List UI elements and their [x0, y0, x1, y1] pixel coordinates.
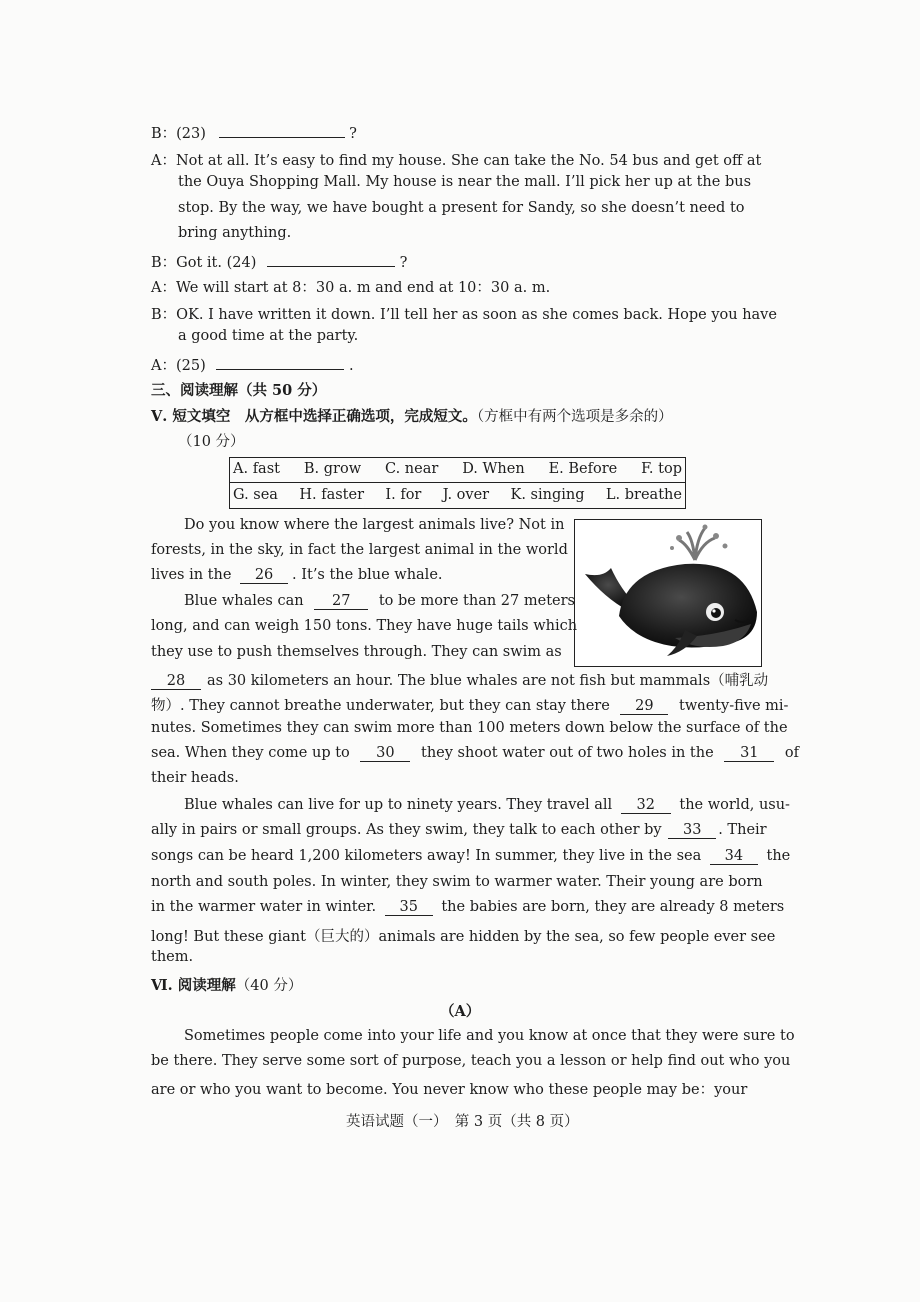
option-h[interactable]: H. faster — [299, 487, 364, 503]
passage-p3-line7: them. — [151, 949, 194, 965]
page-footer: 英语试题（一） 第 3 页（共 8 页） — [346, 1114, 579, 1130]
option-j[interactable]: J. over — [442, 487, 490, 503]
dialogue-a1-line3: stop. By the way, we have bought a present for Sandy, so she doesn’t need to — [178, 200, 745, 216]
passage-p2-line8: their heads. — [151, 770, 239, 786]
option-l[interactable]: L. breathe — [605, 487, 682, 503]
blank-31[interactable]: 31 — [724, 745, 774, 762]
passage-p2-line2: long, and can weigh 150 tons. They have huge tails which — [151, 618, 578, 634]
option-a[interactable]: A. fast — [233, 461, 280, 477]
passage-p2-line7: sea. When they come up to 30 they shoot water out of two holes in the 31 of — [151, 745, 800, 761]
passage-a-line1: Sometimes people come into your life and you know at once that they were sure to — [184, 1028, 795, 1044]
passage-p2-line3: they use to push themselves through. They can swim as — [151, 644, 562, 660]
option-b[interactable]: B. grow — [303, 461, 362, 477]
whale-icon — [575, 520, 761, 666]
option-d[interactable]: D. When — [462, 461, 525, 477]
option-g[interactable]: G. sea — [233, 487, 278, 503]
option-c[interactable]: C. near — [385, 461, 439, 477]
passage-p2-line5: 物）. They cannot breathe underwater, but they can stay there 29 twenty-five mi- — [151, 698, 789, 714]
passage-a-line2: be there. They serve some sort of purpose, teach you a lesson or help find out who you — [151, 1053, 791, 1069]
whale-image — [574, 519, 762, 667]
dialogue-a2: A：We will start at 8：30 a. m and end at 10：30 a. m. — [151, 280, 551, 296]
dialogue-b24: B：Got it. (24) ? — [151, 251, 407, 272]
section-5-heading: Ⅴ. 短文填空 从方框中选择正确选项，完成短文。（方框中有两个选项是多余的） — [151, 408, 673, 425]
dialogue-a1-line4: bring anything. — [178, 225, 292, 241]
passage-a-line3: are or who you want to become. You never know who these people may be：your — [151, 1082, 748, 1098]
passage-p3-line3: songs can be heard 1,200 kilometers away! In summer, they live in the sea 34 the — [151, 848, 791, 864]
blank-35[interactable]: 35 — [385, 899, 433, 916]
passage-a-heading: （A） — [440, 1003, 481, 1020]
passage-p2-line1: Blue whales can 27 to be more than 27 meters — [184, 593, 575, 609]
dialogue-b2-line2: a good time at the party. — [178, 328, 359, 344]
options-divider — [230, 482, 685, 483]
dialogue-b23: B：(23) ? — [151, 122, 357, 143]
blank-28[interactable]: 28 — [151, 673, 201, 690]
blank-27[interactable]: 27 — [314, 593, 368, 610]
dialogue-a1-line1: A：Not at all. It’s easy to find my house. She can take the No. 54 bus and get off at — [151, 153, 762, 169]
section-6-heading: Ⅵ. 阅读理解（40 分） — [151, 977, 303, 994]
section-3-heading: 三、阅读理解（共 50 分） — [151, 382, 327, 399]
blank-30[interactable]: 30 — [360, 745, 410, 762]
section-5-points: （10 分） — [178, 434, 245, 450]
options-row-2 — [233, 487, 682, 503]
dialogue-a1-line2: the Ouya Shopping Mall. My house is near the mall. I’ll pick her up at the bus — [178, 174, 752, 190]
options-row-1 — [233, 461, 682, 477]
passage-p3-line6: long! But these giant（巨大的）animals are hidden by the sea, so few people ever see — [151, 929, 776, 945]
blank-32[interactable]: 32 — [621, 797, 671, 814]
dialogue-a25: A：(25) . — [151, 354, 354, 375]
answer-blank-25[interactable] — [216, 355, 344, 370]
passage-p3-line1: Blue whales can live for up to ninety years. They travel all 32 the world, usu- — [184, 797, 790, 813]
passage-p1-line3: lives in the 26 . It’s the blue whale. — [151, 567, 443, 583]
blank-29[interactable]: 29 — [620, 698, 668, 715]
dialogue-b2-line1: B：OK. I have written it down. I’ll tell her as soon as she comes back. Hope you have — [151, 307, 777, 323]
passage-p3-line5: in the warmer water in winter. 35 the babies are born, they are already 8 meters — [151, 899, 785, 915]
blank-34[interactable]: 34 — [710, 848, 758, 865]
passage-p2-line6: nutes. Sometimes they can swim more than 100 meters down below the surface of the — [151, 720, 788, 736]
answer-blank-23[interactable] — [219, 123, 345, 138]
option-f[interactable]: F. top — [641, 461, 682, 477]
answer-blank-24[interactable] — [267, 252, 395, 267]
passage-p1-line2: forests, in the sky, in fact the largest animal in the world — [151, 542, 568, 558]
option-e[interactable]: E. Before — [548, 461, 618, 477]
option-k[interactable]: K. singing — [510, 487, 585, 503]
passage-p2-line4: 28 as 30 kilometers an hour. The blue whales are not fish but mammals（哺乳动 — [151, 669, 768, 690]
passage-p3-line2: ally in pairs or small groups. As they swim, they talk to each other by 33 . Their — [151, 822, 767, 838]
blank-33[interactable]: 33 — [668, 822, 716, 839]
options-box — [229, 457, 686, 509]
option-i[interactable]: I. for — [385, 487, 422, 503]
passage-p3-line4: north and south poles. In winter, they swim to warmer water. Their young are born — [151, 874, 763, 890]
blank-26[interactable]: 26 — [240, 567, 288, 584]
passage-p1-line1: Do you know where the largest animals live? Not in — [184, 517, 565, 533]
